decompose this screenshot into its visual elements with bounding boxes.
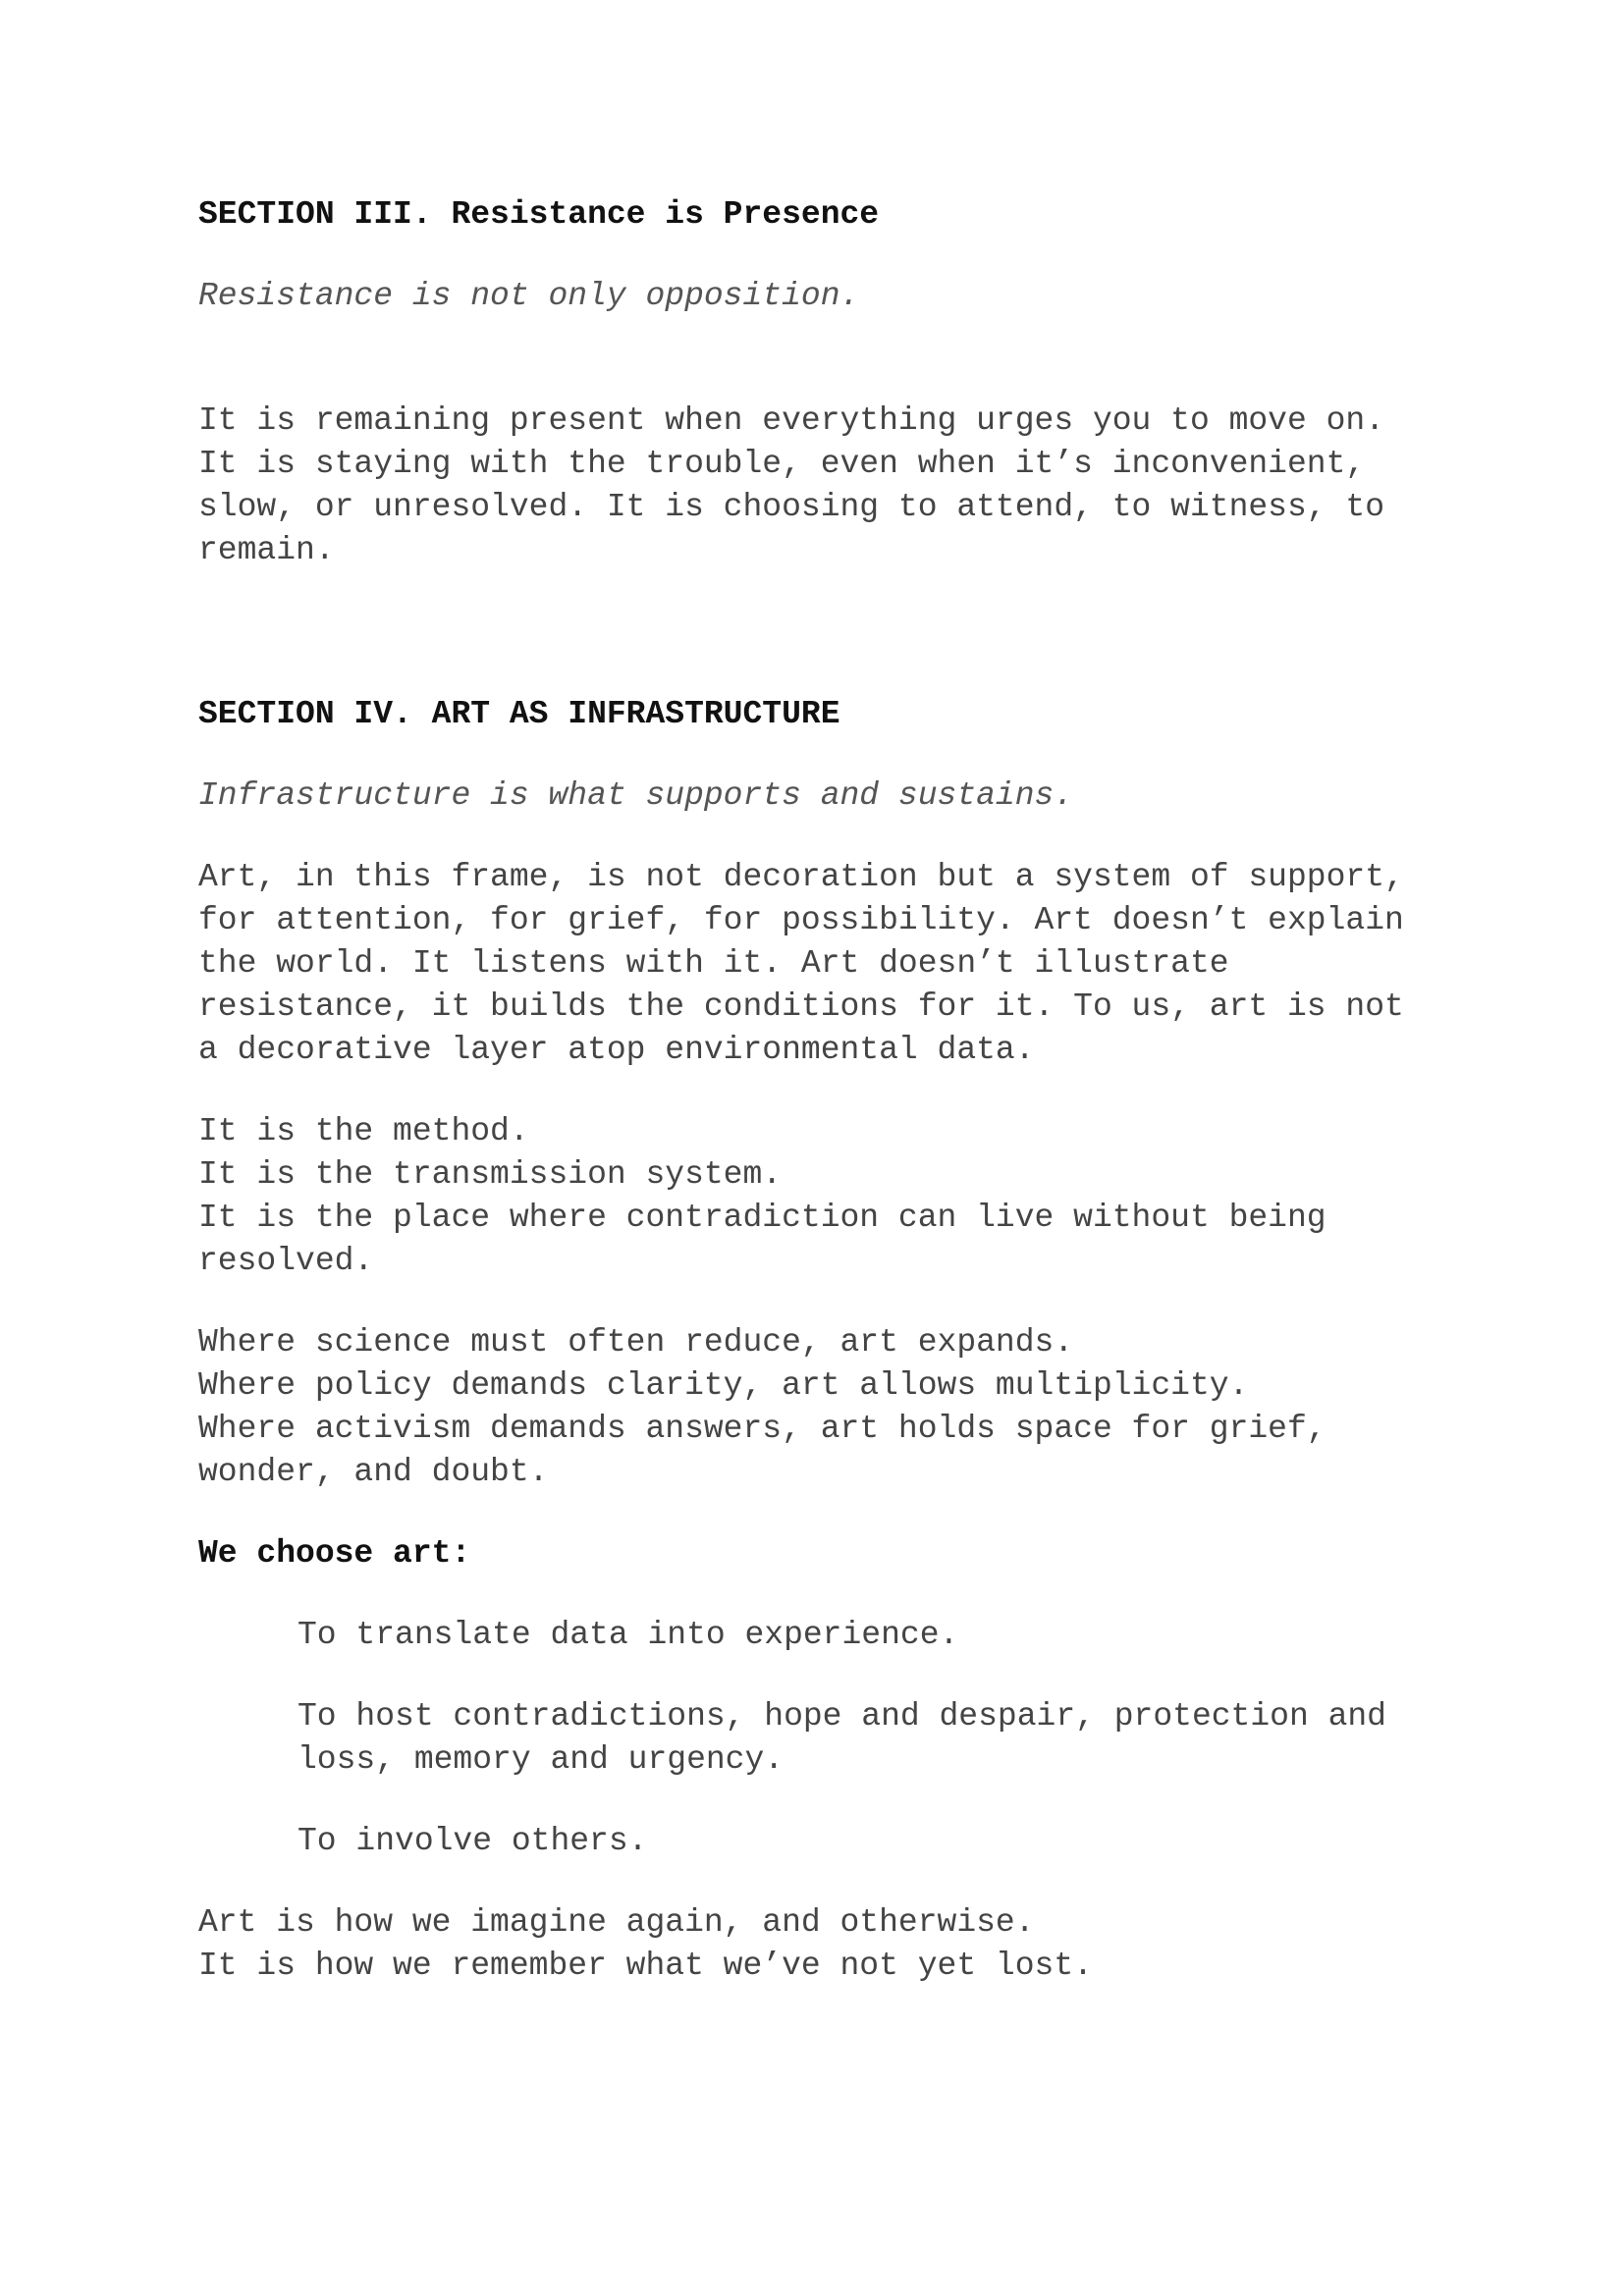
section-4-para-3-line: Where policy demands clarity, art allows multiplicity.: [198, 1367, 1249, 1404]
section-4-heading: SECTION IV. ART AS INFRASTRUCTURE: [198, 696, 840, 732]
closing-line: It is how we remember what we’ve not yet lost.: [198, 1948, 1093, 1984]
section-4-para-1-line: for attention, for grief, for possibility. Art doesn’t explain: [198, 902, 1404, 938]
closing-line: Art is how we imagine again, and otherwise.: [198, 1904, 1035, 1941]
choice-item-line: To involve others.: [298, 1823, 648, 1859]
section-4-para-2-line: It is the method.: [198, 1113, 529, 1149]
section-4-para-3-line: Where science must often reduce, art expands.: [198, 1324, 1074, 1361]
section-3-body-line: remain.: [198, 532, 335, 568]
choice-item-line: loss, memory and urgency.: [298, 1741, 785, 1778]
we-choose-art-heading: We choose art:: [198, 1535, 471, 1572]
section-4-lead: Infrastructure is what supports and sustains.: [198, 777, 1074, 814]
section-3-body-line: It is remaining present when everything urges you to move on.: [198, 402, 1384, 439]
section-3-heading: SECTION III. Resistance is Presence: [198, 196, 880, 233]
section-4-para-2-line: It is the transmission system.: [198, 1156, 783, 1193]
section-4-para-2-line: resolved.: [198, 1243, 374, 1279]
choice-item-line: To host contradictions, hope and despair, protection and: [298, 1698, 1386, 1735]
section-4-para-1-line: a decorative layer atop environmental data.: [198, 1032, 1035, 1068]
section-3-lead: Resistance is not only opposition.: [198, 278, 860, 314]
section-3-body-line: It is staying with the trouble, even when it’s inconvenient,: [198, 446, 1366, 482]
section-3-body-line: slow, or unresolved. It is choosing to attend, to witness, to: [198, 489, 1384, 525]
section-4-para-1-line: Art, in this frame, is not decoration but a system of support,: [198, 859, 1404, 895]
section-4-para-3-line: Where activism demands answers, art holds space for grief,: [198, 1411, 1326, 1447]
section-4-para-2-line: It is the place where contradiction can live without being: [198, 1200, 1326, 1236]
section-4-para-1-line: resistance, it builds the conditions for it. To us, art is not: [198, 988, 1404, 1025]
choice-item-line: To translate data into experience.: [298, 1617, 959, 1653]
section-4-para-1-line: the world. It listens with it. Art doesn’t illustrate: [198, 945, 1229, 982]
section-4-para-3-line: wonder, and doubt.: [198, 1454, 549, 1490]
